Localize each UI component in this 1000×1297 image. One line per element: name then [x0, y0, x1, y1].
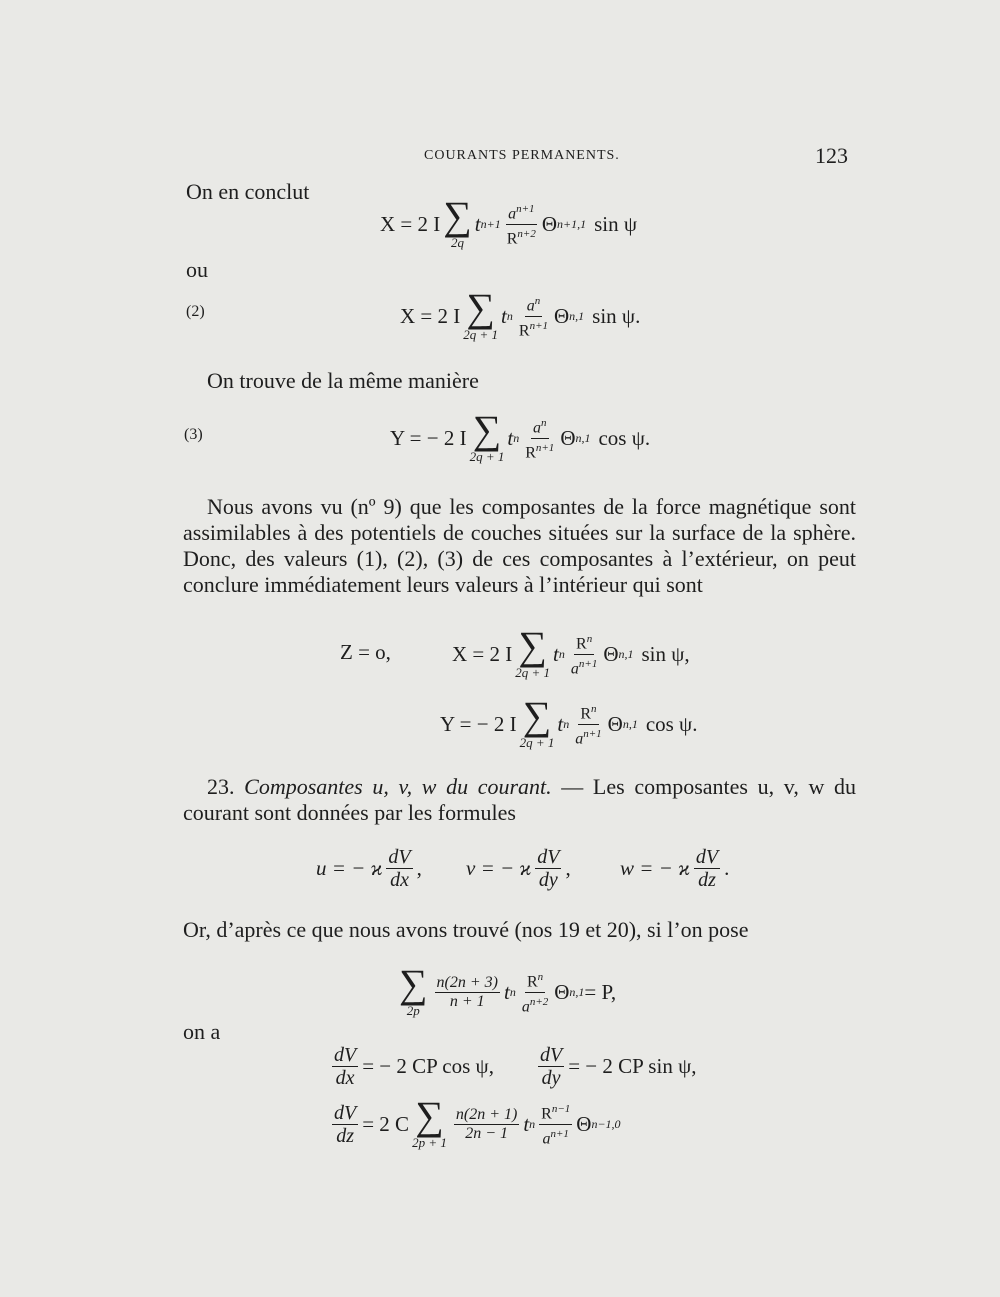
frac-num: R — [576, 635, 587, 653]
eq-term: t — [557, 711, 564, 736]
frac-den: dz — [698, 869, 716, 891]
equation-2 — [400, 285, 641, 342]
fraction-n — [454, 1106, 519, 1143]
summation: ∑ 2q + 1 — [469, 407, 505, 464]
eq-tail: , — [416, 856, 422, 880]
frac-den-sup: n+1 — [578, 657, 598, 670]
equation-u — [316, 846, 422, 891]
sum-limit: 2p + 1 — [412, 1135, 447, 1150]
eq-tail: cos ψ. — [598, 425, 651, 450]
eq-tail: cos ψ. — [645, 711, 698, 736]
eq-lhs: v = − ϰ — [466, 856, 532, 880]
frac-num-sup: n — [534, 295, 541, 308]
eq-lhs: w = − ϰ — [620, 856, 690, 880]
equation-3 — [390, 407, 651, 464]
equation-x-interior — [452, 623, 690, 680]
frac-den: dz — [336, 1124, 354, 1147]
summation: ∑ 2p — [399, 961, 428, 1018]
frac-num-sup: n — [541, 417, 547, 430]
fraction — [535, 846, 561, 891]
eq-term-sub: n — [563, 716, 570, 731]
theta: Θ — [554, 303, 570, 328]
eq-term: t — [507, 425, 514, 450]
theta: Θ — [554, 979, 570, 1004]
theta-sub: n−1,0 — [591, 1116, 621, 1131]
frac-den: R — [506, 229, 518, 247]
frac-num: R — [541, 1105, 552, 1123]
fraction — [694, 846, 720, 891]
eq-lhs: Y = − 2 I — [390, 425, 467, 450]
fraction — [332, 1102, 358, 1147]
fraction-r — [539, 1100, 572, 1148]
fraction — [523, 414, 556, 462]
theta: Θ — [607, 711, 623, 736]
eq-tail: sin ψ, — [641, 641, 690, 666]
equation-dvdx — [328, 1044, 494, 1089]
on-a-text: on a — [183, 1019, 221, 1044]
frac-den: R — [525, 443, 536, 461]
frac-num: a — [526, 297, 535, 315]
frac-num-sup: n+1 — [516, 203, 535, 216]
frac-num-sup: n — [591, 703, 597, 716]
theta-sub: n+1,1 — [557, 216, 587, 231]
fraction-r — [520, 968, 550, 1016]
eq-tail: . — [724, 856, 730, 880]
fraction-n — [435, 974, 500, 1011]
frac-num: dV — [537, 846, 560, 868]
fraction — [386, 846, 412, 891]
eq-term-sub: n — [558, 646, 565, 661]
eq-term-sub: n+1 — [480, 216, 501, 231]
frac-num: R — [580, 705, 591, 723]
frac-den: a — [542, 1129, 551, 1147]
frac-num: a — [508, 205, 517, 223]
frac-num-sup: n−1 — [551, 1103, 571, 1116]
eq-term: t — [523, 1111, 530, 1136]
eq-term-sub: n — [513, 430, 520, 445]
section-title: Composantes u, v, w du courant. — [244, 774, 552, 799]
summation: ∑ 2q — [443, 193, 472, 250]
section-number: 23. — [207, 774, 235, 799]
frac-num: dV — [334, 1101, 357, 1124]
eq-lhs: X = 2 I — [452, 641, 513, 666]
frac-den: a — [521, 997, 530, 1015]
eq-lhs: X = 2 I — [400, 303, 461, 328]
equation-y-interior — [440, 693, 698, 750]
sum-limit: 2q + 1 — [463, 327, 499, 342]
sum-limit: 2q — [451, 235, 465, 250]
frac-den: dy — [538, 869, 558, 891]
frac-den-sup: n+1 — [535, 441, 555, 454]
eq-term-sub: n — [509, 984, 516, 999]
equation-number-3: (3) — [184, 426, 203, 443]
theta: Θ — [541, 211, 558, 236]
frac-den: a — [570, 659, 579, 677]
eq-lhs: u = − ϰ — [316, 856, 383, 880]
fraction — [573, 700, 603, 748]
eq-tail: sin ψ. — [592, 303, 641, 328]
eq-tail: , — [565, 856, 571, 880]
running-title: COURANTS PERMANENTS. — [424, 148, 620, 163]
eq-term-sub: n — [529, 1116, 536, 1131]
intro-text: On en conclut — [186, 179, 310, 204]
frac-num: n(2n + 1) — [455, 1105, 518, 1123]
sum-limit: 2q + 1 — [515, 665, 551, 680]
fraction — [569, 630, 599, 678]
frac-den-sup: n+1 — [529, 319, 548, 332]
frac-num: n(2n + 3) — [436, 973, 498, 991]
frac-den-sup: n+2 — [517, 227, 536, 240]
section-text: — Les composantes u, v, w du courant sont données par les formules — [183, 774, 856, 825]
equation-x-exterior-a — [380, 193, 638, 250]
theta-sub: n,1 — [569, 984, 585, 999]
equation-p — [396, 961, 617, 1018]
page-number: 123 — [815, 143, 848, 168]
theta: Θ — [603, 641, 619, 666]
eq-term: t — [503, 979, 510, 1004]
frac-den: a — [575, 729, 584, 747]
eq-term-sub: n — [506, 308, 513, 323]
eq-term: t — [501, 303, 507, 328]
theta: Θ — [576, 1111, 592, 1136]
fraction — [332, 1044, 358, 1089]
eq-tail: sin ψ — [594, 211, 638, 236]
equation-w — [620, 846, 729, 891]
frac-num: a — [533, 419, 541, 437]
fraction — [517, 292, 550, 340]
frac-den: n + 1 — [449, 992, 485, 1010]
eq-term: t — [553, 641, 559, 666]
frac-den: dx — [335, 1067, 355, 1089]
frac-den-sup: n+2 — [529, 995, 549, 1008]
frac-den: dy — [541, 1067, 561, 1089]
frac-den-sup: n+1 — [583, 727, 602, 740]
summation: ∑ 2p + 1 — [412, 1093, 447, 1150]
eq-lhs: X = 2 I — [380, 211, 441, 236]
frac-num: dV — [695, 846, 719, 868]
fraction — [505, 200, 538, 248]
theta: Θ — [560, 425, 576, 450]
eq-rhs: = − 2 CP cos ψ, — [362, 1054, 494, 1078]
frac-num: dV — [540, 1044, 563, 1066]
sum-limit: 2p — [406, 1003, 420, 1018]
eq-term: t — [474, 211, 481, 236]
equation-dvdy — [534, 1044, 696, 1089]
theta-sub: n,1 — [569, 308, 585, 323]
equation-z-zero: Z = o, — [340, 640, 391, 664]
frac-den: R — [518, 321, 530, 339]
frac-den: 2n − 1 — [465, 1124, 508, 1142]
sum-limit: 2q + 1 — [469, 449, 505, 464]
frac-den-sup: n+1 — [550, 1127, 569, 1140]
frac-num: dV — [334, 1044, 357, 1066]
equation-number-2: (2) — [186, 303, 205, 320]
section-23 — [183, 774, 856, 826]
fraction — [538, 1044, 564, 1089]
frac-den: dx — [390, 869, 409, 891]
meme-maniere-text: On trouve de la même manière — [207, 368, 479, 393]
summation: ∑ 2q + 1 — [463, 285, 499, 342]
theta-sub: n,1 — [575, 430, 591, 445]
ou-text: ou — [186, 257, 208, 282]
eq-tail: = P, — [584, 979, 617, 1004]
frac-num: R — [526, 973, 538, 991]
eq-mid: = 2 C — [362, 1111, 410, 1136]
equation-dvdz — [328, 1093, 621, 1150]
equation-v — [466, 846, 571, 891]
summation: ∑ 2q + 1 — [515, 623, 551, 680]
theta-sub: n,1 — [622, 716, 638, 731]
frac-num-sup: n — [537, 971, 544, 984]
theta-sub: n,1 — [618, 646, 634, 661]
summation: ∑ 2q + 1 — [519, 693, 555, 750]
eq-rhs: = − 2 CP sin ψ, — [568, 1054, 697, 1078]
paragraph-si-on-pose: Or, d’après ce que nous avons trouvé (nos 19 et 20), si l’on pose — [183, 917, 749, 942]
frac-num-sup: n — [586, 633, 593, 646]
paragraph-potentiels: Nous avons vu (nº 9) que les composantes de la force magnétique sont assimilables à des potentiels de couches situées sur la surface de la sphère. Donc, des valeurs (1), (2), (3) de ces composantes à l’extérieur, on peut conclure immédiatement leurs valeurs à l’intérieur qui sont — [183, 494, 856, 597]
sum-limit: 2q + 1 — [519, 735, 555, 750]
frac-num: dV — [388, 846, 411, 868]
eq-lhs: Y = − 2 I — [440, 711, 517, 736]
